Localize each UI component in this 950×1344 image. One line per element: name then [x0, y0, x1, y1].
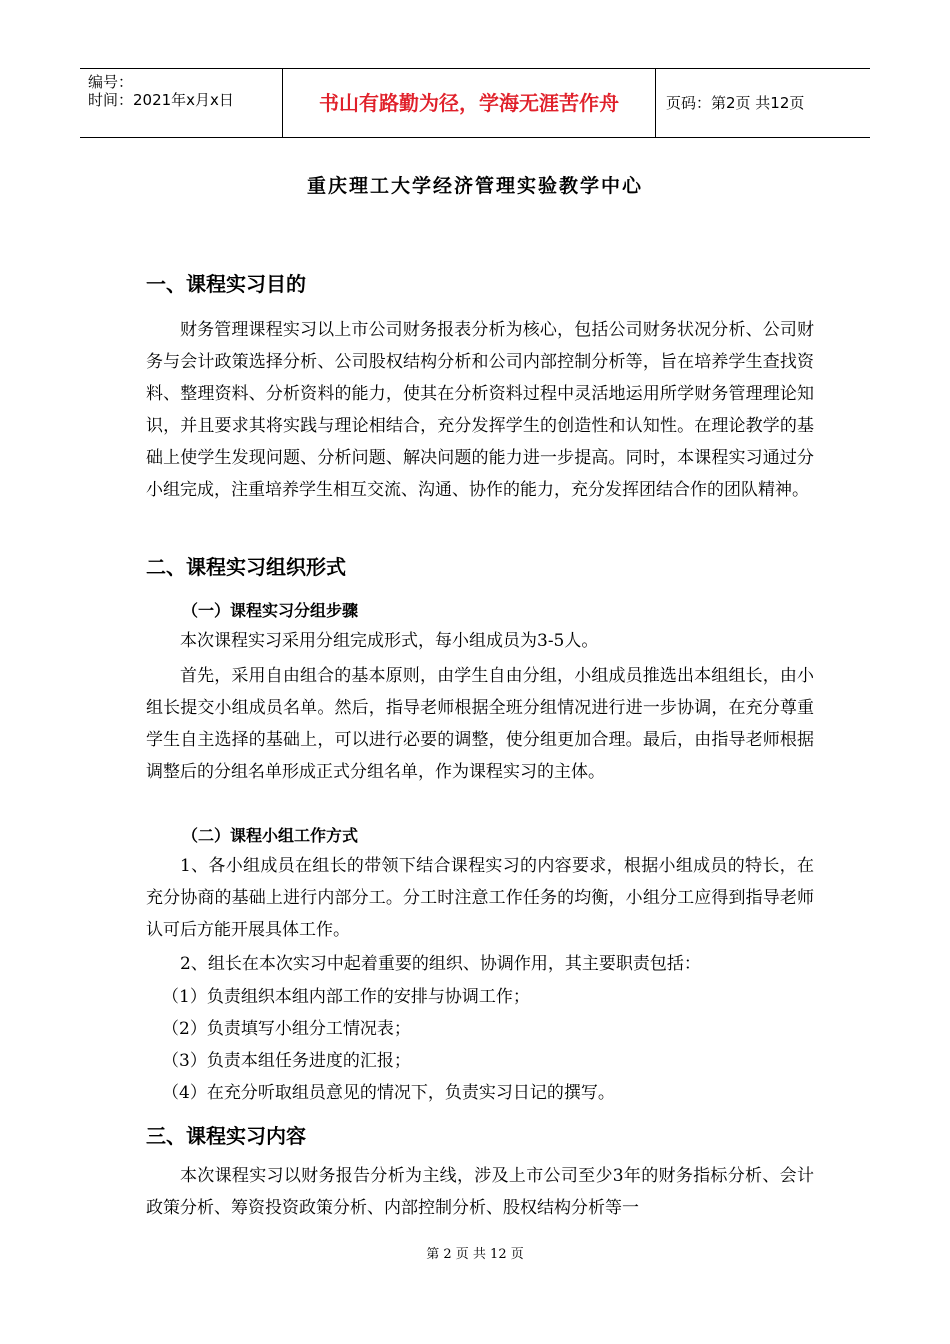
header-motto-cell	[282, 69, 656, 137]
section-3-heading: 三、课程实习内容	[146, 1124, 306, 1148]
list-item: （1）负责组织本组内部工作的安排与协调工作；	[162, 987, 530, 1007]
header-page-cell	[656, 69, 870, 137]
list-item: （2）负责填写小组分工情况表；	[162, 1019, 411, 1039]
list-item: （3）负责本组任务进度的汇报；	[162, 1051, 411, 1071]
section-2-paragraph-2: 首先，采用自由组合的基本原则，由学生自由分组，小组成员推选出本组组长，由小组长提交小组成员名单。然后，指导老师根据全班分组情况进行进一步协调，在充分尊重学生自主选择的基础上，可以进行必要的调整，使分组更加合理。最后，由指导老师根据调整后的分组名单形成正式分组名单，作为课程实习的主体。	[146, 666, 814, 782]
page-title: 重庆理工大学经济管理实验教学中心	[306, 175, 643, 197]
page-footer: 第 2 页 共 12 页	[426, 1247, 524, 1262]
header-left-cell	[80, 69, 280, 137]
section-2-heading: 二、课程实习组织形式	[146, 555, 346, 579]
doc-number-label: 编号：	[88, 73, 134, 91]
subsection-1-heading: （一）课程实习分组步骤	[182, 601, 359, 620]
motto-text: 书山有路勤为径，学海无涯苦作舟	[319, 91, 619, 115]
header-table	[80, 68, 870, 138]
section-2-paragraph-1: 本次课程实习采用分组完成形式，每小组成员为3-5人。	[180, 631, 599, 651]
section-1-heading: 一、课程实习目的	[146, 272, 306, 296]
time-label: 时间：2021年x月x日	[88, 91, 234, 109]
section-2-paragraph-4: 2、组长在本次实习中起着重要的组织、协调作用，其主要职责包括：	[180, 954, 701, 974]
page-number-label: 页码：第2页 共12页	[666, 94, 805, 112]
section-3-paragraph: 本次课程实习以财务报告分析为主线，涉及上市公司至少3年的财务指标分析、会计政策分析、筹资投资政策分析、内部控制分析、股权结构分析等一	[146, 1166, 814, 1218]
section-1-paragraph: 财务管理课程实习以上市公司财务报表分析为核心，包括公司财务状况分析、公司财务与会计政策选择分析、公司股权结构分析和公司内部控制分析等，旨在培养学生查找资料、整理资料、分析资料的能力，使其在分析资料过程中灵活地运用所学财务管理理论知识，并且要求其将实践与理论相结合，充分发挥学生的创造性和认知性。在理论教学的基础上使学生发现问题、分析问题、解决问题的能力进一步提高。同时，本课程实习通过分小组完成，注重培养学生相互交流、沟通、协作的能力，充分发挥团结合作的团队精神。	[146, 320, 814, 500]
section-2-paragraph-3: 1、各小组成员在组长的带领下结合课程实习的内容要求，根据小组成员的特长，在充分协商的基础上进行内部分工。分工时注意工作任务的均衡，小组分工应得到指导老师认可后方能开展具体工作。	[146, 856, 814, 940]
list-item: （4）在充分听取组员意见的情况下，负责实习日记的撰写。	[162, 1083, 615, 1103]
subsection-2-heading: （二）课程小组工作方式	[182, 826, 359, 845]
